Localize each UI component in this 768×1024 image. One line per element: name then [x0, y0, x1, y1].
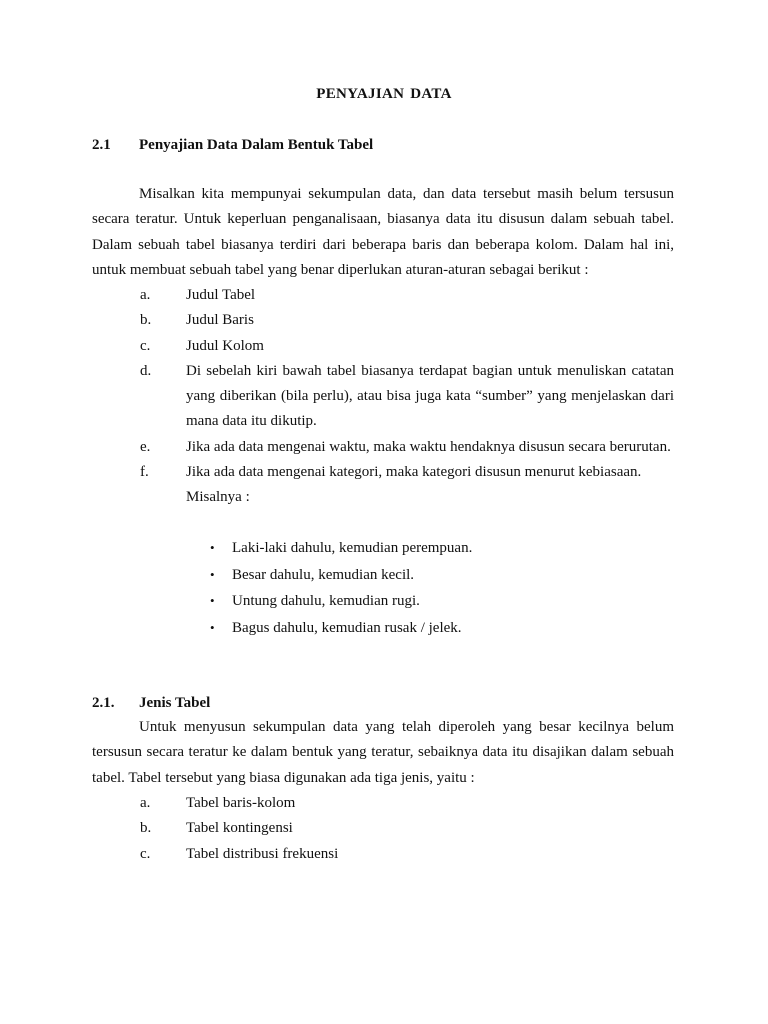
section-2-number: 2.1. [92, 695, 115, 711]
section-1-rules-list [140, 283, 674, 511]
list-item: b. Judul Baris [140, 312, 254, 329]
list-item: a. Judul Tabel [140, 287, 256, 303]
list-item: d. Di sebelah kiri bawah tabel biasanya terdapat bagian untuk menuliskan catatan yang diberikan (bila perlu), atau bisa juga kata “sumber” yang menjelaskan dari mana data itu dikutip. [140, 362, 674, 430]
bullet-icon: • [210, 593, 215, 608]
bullet-icon: • [210, 566, 215, 582]
section-1-paragraph: Misalkan kita mempunyai sekumpulan data, dan data tersebut masih belum tersusun secara teratur. Untuk keperluan penganalisaan, biasanya data itu disusun dalam sebuah tabel. Dalam sebuah tabel biasanya terdiri dari beberapa baris dan beberapa kolom. Dalam hal ini, untuk membuat sebuah tabel yang benar diperlukan aturan-aturan sebagai berikut : [92, 186, 674, 278]
list-item: b. Tabel kontingensi [140, 820, 293, 837]
section-2-paragraph: Untuk menyusun sekumpulan data yang telah diperoleh yang besar kecilnya belum tersusun secara teratur ke dalam bentuk yang teratur, sebaiknya data itu disajikan dalam sebuah tabel. Tabel tersebut yang biasa digunakan ada tiga jenis, yaitu : [92, 719, 674, 786]
example-bullet-list [210, 535, 472, 641]
section-2-title: Jenis Tabel [139, 695, 211, 711]
list-item: e. Jika ada data mengenai waktu, maka waktu hendaknya disusun secara berurutan. [140, 438, 671, 455]
bullet-item: • Bagus dahulu, kemudian rusak / jelek. [210, 615, 472, 642]
section-2-table-types-list [140, 791, 674, 867]
list-item: c. Judul Kolom [140, 337, 264, 354]
list-item: f. Jika ada data mengenai kategori, maka kategori disusun menurut kebiasaan. [140, 464, 642, 481]
bullet-icon: • [210, 619, 215, 635]
bullet-item: • Untung dahulu, kemudian rugi. [210, 588, 472, 615]
list-item: c. Tabel distribusi frekuensi [140, 845, 339, 862]
section-1-title: Penyajian Data Dalam Bentuk Tabel [139, 137, 374, 153]
bullet-item: • Besar dahulu, kemudian kecil. [210, 562, 472, 589]
section-1-number: 2.1 [92, 137, 111, 153]
bullet-icon: • [210, 540, 215, 555]
bullet-item: • Laki-laki dahulu, kemudian perempuan. [210, 535, 472, 562]
list-item: a. Tabel baris-kolom [140, 795, 296, 811]
example-label-row [186, 485, 674, 510]
page-title: PENYAJIAN DATA [316, 86, 452, 102]
example-label: Misalnya : [186, 489, 250, 506]
